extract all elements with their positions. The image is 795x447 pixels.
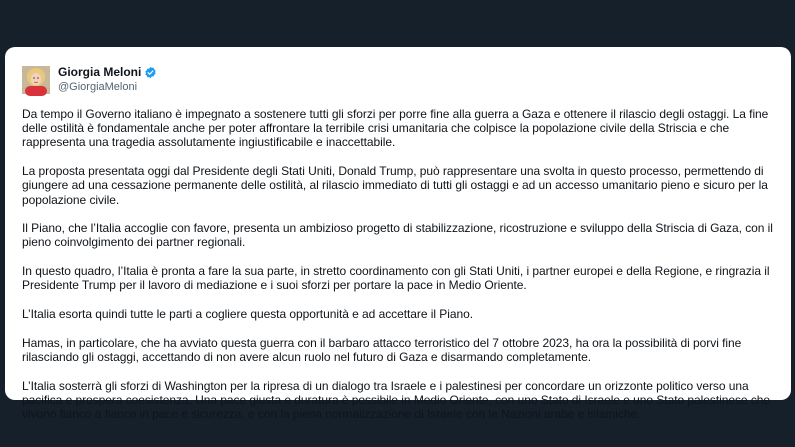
tweet-card xyxy=(5,47,791,422)
tweet-paragraph: Il Piano, che l’Italia accoglie con favore, presenta un ambizioso progetto di stabilizzazione, ricostruzione e sviluppo della Striscia di Gaza, con il pieno coinvolgimento dei partner regionali. xyxy=(22,221,773,250)
verified-badge-icon xyxy=(144,66,157,79)
tweet-paragraph: L’Italia sosterrà gli sforzi di Washington per la ripresa di un dialogo tra Israele e i palestinesi per concordare un orizzonte politico verso una pacifica e prospera coesistenza. Una pace giusta e duratura è possibile in Medio Oriente, con uno Stato di Israele e uno Stato palestinese che vivono fianco a fianco in pace e sicurezza, e con la piena normalizzazione di Israele con le Nazioni arabe e islamiche. xyxy=(22,378,771,422)
tweet-text xyxy=(22,107,773,421)
tweet-paragraph: L’Italia esorta quindi tutte le parti a cogliere questa opportunità e ad accettare il Piano. xyxy=(22,307,474,322)
author-names xyxy=(58,65,157,95)
display-name[interactable]: Giorgia Meloni xyxy=(58,65,142,79)
tweet-header xyxy=(22,63,773,97)
avatar-image xyxy=(22,66,50,94)
tweet-paragraph: In questo quadro, l’Italia è pronta a fare la sua parte, in stretto coordinamento con gli Stati Uniti, i partner europei e della Regione, e ringrazia il Presidente Trump per il lavoro di mediazione e i suoi sforzi per portare la pace in Medio Oriente. xyxy=(22,264,770,293)
display-name-row xyxy=(58,65,157,80)
tweet-paragraph: La proposta presentata oggi dal Presidente degli Stati Uniti, Donald Trump, può rappresentare una svolta in questo processo, permettendo di giungere ad una cessazione permanente delle ostilità, al rilascio immediato di tutti gli ostaggi e ad un accesso umanitario pieno e sicuro per la popolazione civile. xyxy=(22,164,768,207)
tweet-paragraph: Hamas, in particolare, che ha avviato questa guerra con il barbaro attacco terroristico del 7 ottobre 2023, ha ora la possibilità di porvi fine rilasciando gli ostaggi, accettando di non avere alcun ruolo nel futuro di Gaza e disarmando completamente. xyxy=(22,335,742,364)
avatar[interactable] xyxy=(22,66,50,94)
handle[interactable]: @GiorgiaMeloni xyxy=(58,81,138,93)
tweet-paragraph: Da tempo il Governo italiano è impegnato a sostenere tutti gli sforzi per porre fine alla guerra a Gaza e ottenere il rilascio degli ostaggi. La fine delle ostilità è fondamentale anche per poter affrontare la terribile crisi umanitaria che colpisce la popolazione civile della Striscia e che rappresenta una tragedia assolutamente ingiustificabile e inaccettabile. xyxy=(22,107,769,150)
